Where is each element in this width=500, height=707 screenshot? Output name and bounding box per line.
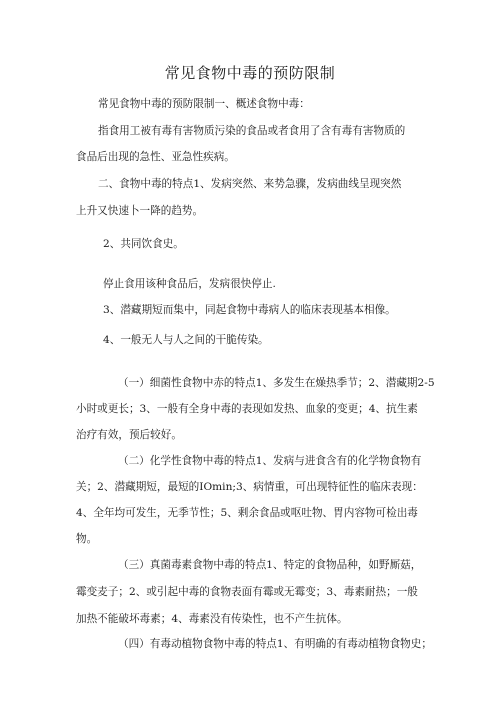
paragraph-line: 关；2、潜藏期短，最短的IOmin;3、病情重，可出现特征性的临床表现： xyxy=(76,481,423,493)
paragraph-line: （二）化学性食物中毒的特点1、发病与进食含有的化学物食物有 xyxy=(118,455,422,467)
paragraph-line: （三）真菌毒素食物中毒的特点1、特定的食物品种，如野厮菇， xyxy=(118,559,422,571)
paragraph-line: 2、共同饮食史。 xyxy=(103,238,184,250)
paragraph-line: 停止食用该种食品后，发病很快停止. xyxy=(103,278,276,290)
paragraph-line: 3、潜藏期短而集中，同起食物中毒病人的临床表现基本相像。 xyxy=(103,304,396,316)
paragraph-line: 霉变麦子；2、或引起中毒的食物表面有霉或无霉变；3、毒素耐热；一般 xyxy=(76,586,418,598)
paragraph-line: （四）有毒动植物食物中毒的特点1、有明确的有毒动植物食物史； xyxy=(118,638,432,650)
paragraph-line: 物。 xyxy=(76,533,98,545)
paragraph-line: 4、一般无人与人之间的干脆传染。 xyxy=(103,334,269,346)
paragraph-line: （一）细菌性食物中赤的特点1、多发生在燥热季节；2、潜藏期2-5 xyxy=(118,377,435,389)
paragraph-line: 食品后出现的急性、亚急性疾病。 xyxy=(76,151,235,163)
paragraph-line: 上升又快速卜一降的趋势。 xyxy=(76,205,204,217)
paragraph-line: 指食用工被有毒有害物质污染的食品或者食用了含有毒有害物质的 xyxy=(98,125,406,137)
paragraph-line: 常见食物中毒的预防限制一、概述食物中毒： xyxy=(98,98,310,110)
paragraph-line: 治疗有效，预后较好。 xyxy=(76,429,182,441)
paragraph-line: 加热不能破坏毒素；4、毒素没有传染性，也不产生抗体。 xyxy=(76,613,348,625)
paragraph-line: 4、全年均可发生，无季节性；5、剩余食品或呕吐物、胃内容物可检出毒 xyxy=(76,507,418,519)
paragraph-line: 二、食物中毒的特点1、发病突然、来势急骤，发病曲线呈现突然 xyxy=(98,178,402,190)
document-title: 常见食物中毒的预防限制 xyxy=(164,64,336,82)
paragraph-line: 小时或更长；3、一般有全身中毒的表现如发热、血象的变更；4、抗生素 xyxy=(76,403,418,415)
